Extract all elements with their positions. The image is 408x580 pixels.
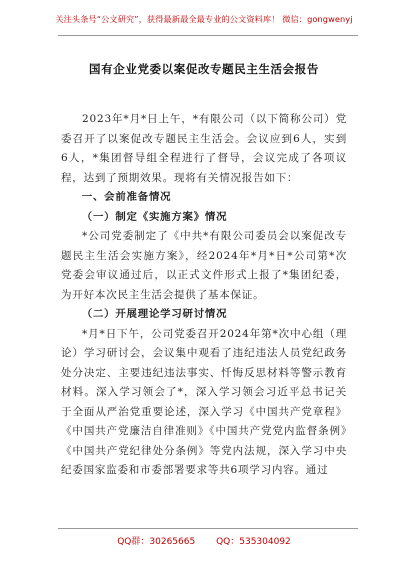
footer-contacts: [0, 534, 408, 547]
plan-paragraph: *公司党委制定了《中共*有限公司委员会以案促改专题民主生活会实施方案》，经2024年*月*日*公司第*次党委会审议通过后，以正式文件形式上报了*集团纪委，为开好本次民主生活会提供了基本保证。: [61, 230, 347, 301]
footer-qq-group: QQ群：30265665: [117, 537, 196, 547]
subsection-heading-study: （二）开展理论学习研讨情况: [81, 308, 228, 320]
footer-qq-number: QQ：535304092: [216, 537, 291, 547]
footer-divider: [58, 528, 358, 529]
section-heading-preparation: 一、会前准备情况: [81, 191, 172, 203]
document-body: [61, 110, 347, 481]
header-note: 关注头条号“公文研究”，获得最新最全最专业的公文资料库！ 微信：gongwenyj: [55, 14, 353, 24]
study-paragraph: *月*日下午，公司党委召开2024年第*次中心组（理论）学习研讨会，会议集中观看了违纪违法人员党纪政务处分决定、主要违纪违法事实、忏悔反思材料等警示教育材料。深入学习领会了*，深入学习领会习近平总书记关于全面从严治党重要论述，深入学习《中国共产党章程》《中国共产党廉洁自律准则》《中国共产党党内监督条例》《中国共产党纪律处分条例》等党内法规，深入学习中央纪委国家监委和市委部署要求等共6项学习内容。通过: [61, 327, 347, 476]
document-title: 国有企业党委以案促改专题民主生活会报告: [89, 62, 319, 76]
header-divider: [58, 35, 358, 36]
subsection-heading-plan: （一）制定《实施方案》情况: [81, 210, 228, 223]
intro-paragraph: 2023年*月*日上午，*有限公司（以下简称公司）党委召开了以案促改专题民主生活会。会议应到6人，实到6人，*集团督导组全程进行了督导，会议完成了各项议程，达到了预期效果。现将有关情况报告如下：: [61, 113, 347, 184]
